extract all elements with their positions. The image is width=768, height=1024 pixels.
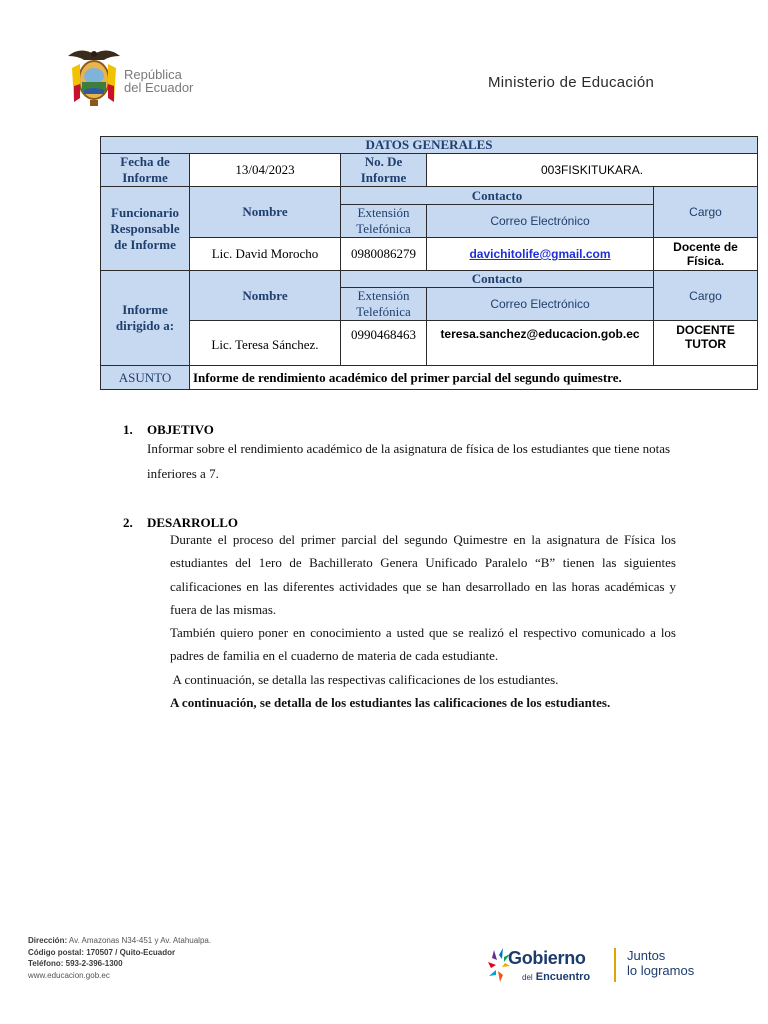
numero-label: No. De Informe: [341, 154, 427, 187]
numero-value: 003FISKITUKARA.: [427, 154, 758, 187]
objetivo-text: [147, 436, 677, 486]
dest-cargo: DOCENTE TUTOR: [654, 321, 758, 366]
resp-extension-header: Extensión Telefónica: [341, 205, 427, 238]
table-title: DATOS GENERALES: [101, 137, 758, 154]
gobierno-wordmark: Gobierno: [508, 948, 586, 968]
desarrollo-paragraph-3: A continuación, se detalla las respectivas calificaciones de los estudiantes.: [170, 671, 559, 687]
fecha-value: 13/04/2023: [190, 154, 341, 187]
desarrollo-paragraph-2: También quiero poner en conocimiento a usted que se realizó el respectivo comunicado a los padres de familia en el cuaderno de materia de cada estudiante.: [170, 625, 676, 664]
footer-postal: [28, 947, 211, 959]
ministry-title: Ministerio de Educación: [488, 74, 655, 91]
footer-telefono-value: 593-2-396-1300: [63, 959, 123, 968]
footer-postal-label: Código postal:: [28, 947, 84, 957]
del-encuentro-wordmark: [522, 971, 590, 983]
resp-contacto-header: Contacto: [341, 187, 654, 205]
resp-nombre-header: Nombre: [190, 187, 341, 238]
fecha-label: Fecha de Informe: [101, 154, 190, 187]
desarrollo-title: DESARROLLO: [147, 515, 239, 530]
dirigido-label: Informe dirigido a:: [101, 271, 190, 366]
gobierno-logo: [486, 944, 726, 1000]
dest-correo: teresa.sanchez@educacion.gob.ec: [427, 321, 654, 366]
gobierno-slogan: [627, 948, 694, 978]
desarrollo-paragraph-1: Durante el proceso del primer parcial del segundo Quimestre en la asignatura de Física los estudiantes del 1ero de Bachillerato Genera Unificado Paralelo “B” tienen las siguientes calificaciones en las diferentes actividades que se han desarrollado en las horas académicas y fuera de las mismas.: [170, 532, 676, 617]
resp-nombre: Lic. David Morocho: [190, 238, 341, 271]
republica-logo: [66, 46, 216, 110]
slogan-line-2: lo logramos: [627, 963, 695, 978]
dest-nombre: Lic. Teresa Sánchez.: [190, 321, 341, 366]
dest-correo-header: Correo Electrónico: [427, 288, 654, 321]
encuentro-word: Encuentro: [535, 971, 591, 983]
asunto-label: ASUNTO: [101, 366, 190, 390]
objetivo-paragraph: Informar sobre el rendimiento académico de la asignatura de física de los estudiantes que tiene notas inferiores a 7.: [147, 441, 671, 481]
footer-direccion-label: Dirección:: [28, 936, 68, 945]
del-word: del: [522, 973, 533, 982]
dest-nombre-header: Nombre: [190, 271, 341, 321]
resp-telefono: 0980086279: [341, 238, 427, 271]
footer-direccion-value: Av. Amazonas N34-451 y Av. Atahualpa.: [67, 936, 212, 945]
resp-cargo: Docente de Física.: [654, 238, 758, 271]
dest-contacto-header: Contacto: [341, 271, 654, 288]
republica-wordmark: [124, 68, 193, 94]
republica-line1: República: [124, 67, 182, 82]
ecuador-coat-of-arms-icon: [66, 46, 122, 110]
dest-telefono: 0990468463: [341, 321, 427, 366]
datos-generales-table: [100, 136, 758, 390]
objetivo-number: 1.: [123, 422, 133, 437]
funcionario-label: Funcionario Responsable de Informe: [101, 187, 190, 271]
footer-web[interactable]: www.educacion.gob.ec: [28, 970, 110, 980]
dest-cargo-header: Cargo: [654, 271, 758, 321]
resp-cargo-header: Cargo: [654, 187, 758, 238]
republica-line2: del Ecuador: [124, 80, 194, 95]
dest-extension-header: Extensión Telefónica: [341, 288, 427, 321]
footer-telefono-label: Teléfono:: [28, 959, 64, 968]
desarrollo-number: 2.: [123, 515, 133, 530]
asunto-value: Informe de rendimiento académico del primer parcial del segundo quimestre.: [190, 366, 758, 390]
footer-telefono: [28, 958, 211, 970]
desarrollo-text: [170, 528, 676, 714]
footer-direccion: [28, 935, 211, 947]
footer-postal-value: 170507 / Quito-Ecuador: [84, 947, 176, 957]
footer-contact: [28, 935, 211, 981]
gobierno-divider: [614, 948, 616, 982]
objetivo-title: OBJETIVO: [147, 422, 214, 437]
resp-correo-header: Correo Electrónico: [427, 205, 654, 238]
slogan-line-1: Juntos: [627, 948, 666, 963]
desarrollo-paragraph-4: A continuación, se detalla de los estudiantes las calificaciones de los estudiantes.: [170, 695, 611, 711]
resp-correo-link[interactable]: davichitolife@gmail.com: [469, 247, 611, 261]
